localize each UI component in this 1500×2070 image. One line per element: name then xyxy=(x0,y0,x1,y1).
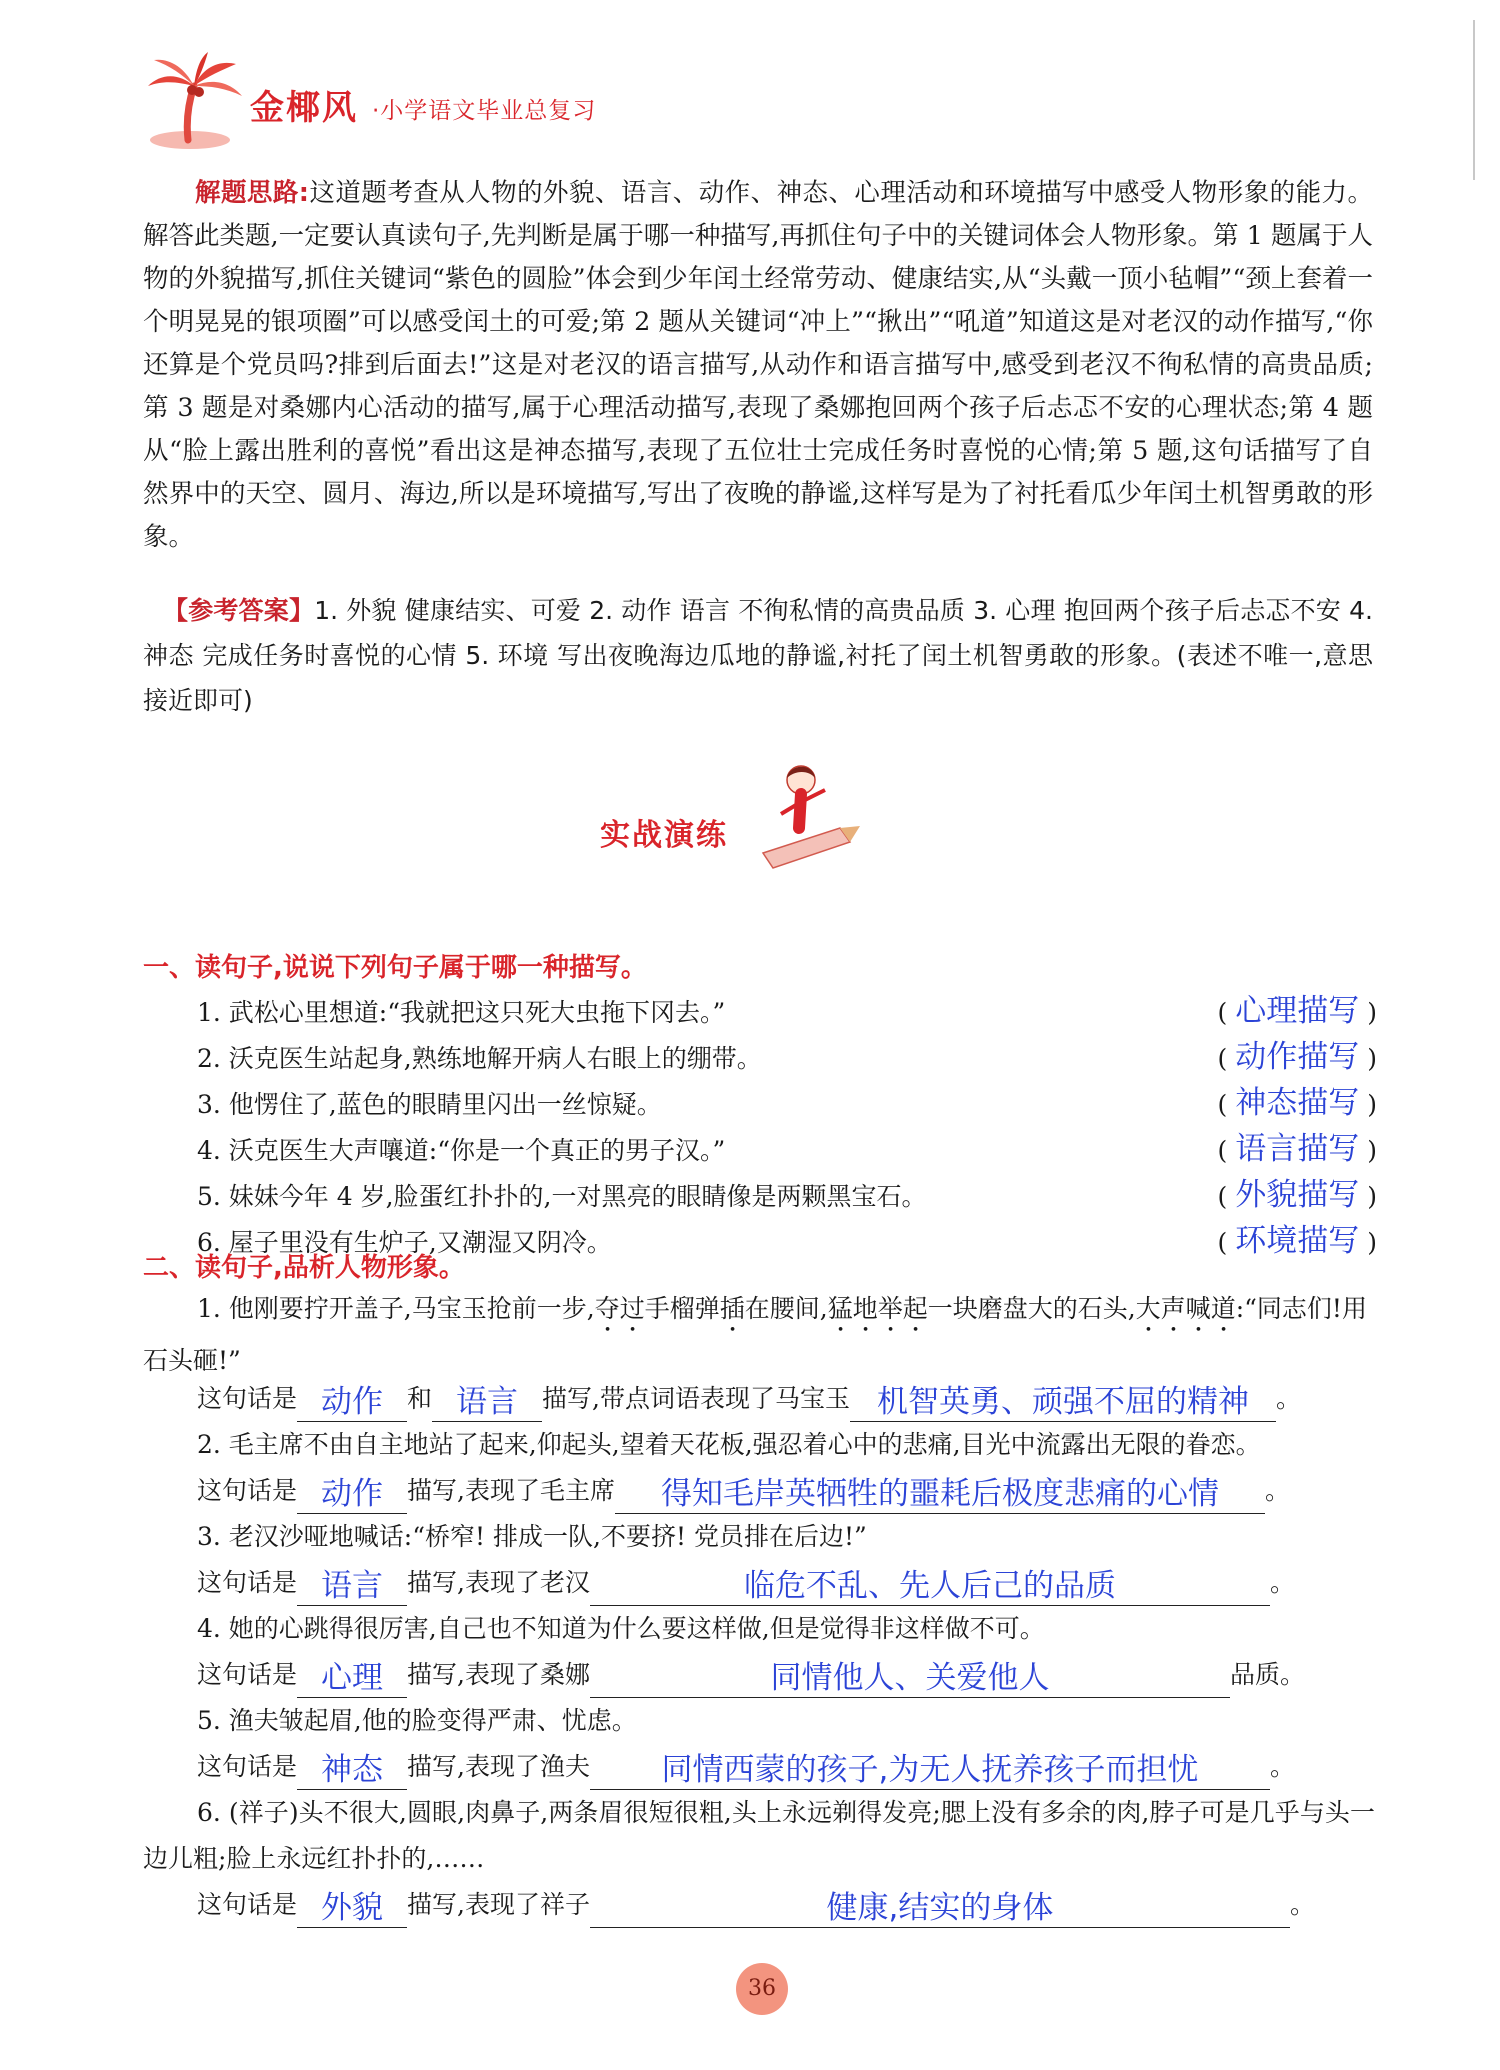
q1-dotted-word: 猛地举起 xyxy=(827,1294,928,1323)
answer-blank[interactable]: 临危不乱、先人后己的品质 xyxy=(590,1567,1270,1606)
reference-text: 1. 外貌 健康结实、可爱 2. 动作 语言 不徇私情的高贵品质 3. 心理 抱回两个孩子后忐忑不安 4. 神态 完成任务时喜悦的心情 5. 环境 写出夜晚海边瓜地的静谧,衬托了闰土机智勇敢的形象。(表述不唯一,意思接近即可) xyxy=(143,596,1373,715)
q5-sentence: 5. 渔夫皱起眉,他的脸变得严肃、忧虑。 xyxy=(197,1706,637,1735)
prompt-text: 。 xyxy=(1289,1890,1315,1919)
answer-blank[interactable]: 动作 xyxy=(297,1383,407,1422)
paren-close: ) xyxy=(1367,1228,1377,1257)
girl-on-pencil-icon xyxy=(755,758,865,883)
prompt-text: 描写,表现了毛主席 xyxy=(407,1476,615,1505)
paren-open: ( xyxy=(1217,1182,1228,1211)
paren-open: ( xyxy=(1217,1044,1228,1073)
q1-text-b: 手榴弹 xyxy=(644,1294,720,1323)
part1-heading: 一、读句子,说说下列句子属于哪一种描写。 xyxy=(143,953,647,983)
answer-slot xyxy=(1217,985,1377,1030)
answer-blank[interactable]: 健康,结实的身体 xyxy=(590,1889,1290,1928)
paren-open: ( xyxy=(1217,1228,1228,1257)
q5-answer-line xyxy=(197,1744,1295,1790)
answer-blank[interactable]: 同情西蒙的孩子,为无人抚养孩子而担忧 xyxy=(590,1751,1270,1790)
answer-blank[interactable]: 语言 xyxy=(432,1383,542,1422)
paren-open: ( xyxy=(1217,1136,1228,1165)
answer-text: 外貌描写 xyxy=(1235,1177,1360,1213)
prompt-text: 描写,带点词语表现了马宝玉 xyxy=(542,1384,850,1413)
brand-subtitle: ·小学语文毕业总复习 xyxy=(372,98,597,124)
reference-answer xyxy=(143,588,1373,723)
list-item xyxy=(197,1077,1377,1123)
item-text: 5. 妹妹今年 4 岁,脸蛋红扑扑的,一对黑亮的眼睛像是两颗黑宝石。 xyxy=(197,1182,927,1211)
prompt-text: 。 xyxy=(1269,1752,1295,1781)
item-text: 2. 沃克医生站起身,熟练地解开病人右眼上的绷带。 xyxy=(197,1044,762,1073)
paren-close: ) xyxy=(1367,998,1377,1027)
prompt-text: 描写,表现了桑娜 xyxy=(407,1660,590,1689)
item-text: 6. 屋子里没有生炉子,又潮湿又阴冷。 xyxy=(197,1228,612,1257)
prompt-text: 和 xyxy=(407,1384,433,1413)
answer-slot xyxy=(1217,1077,1377,1122)
q3-sentence: 3. 老汉沙哑地喊话:“桥窄! 排成一队,不要挤! 党员排在后边!” xyxy=(197,1522,867,1551)
margin-line xyxy=(1473,20,1475,180)
paren-close: ) xyxy=(1367,1044,1377,1073)
brand-name: 金椰风 xyxy=(250,88,358,128)
answer-blank[interactable]: 神态 xyxy=(297,1751,407,1790)
page-number: 36 xyxy=(736,1963,788,2015)
paren-open: ( xyxy=(1217,998,1228,1027)
list-item xyxy=(197,1169,1377,1215)
prompt-text: 描写,表现了祥子 xyxy=(407,1890,590,1919)
q4-sentence: 4. 她的心跳得很厉害,自己也不知道为什么要这样做,但是觉得非这样做不可。 xyxy=(197,1614,1045,1643)
q1-dotted-word: 插 xyxy=(719,1294,745,1323)
practice-title: 实战演练 xyxy=(600,818,728,853)
answer-blank[interactable]: 同情他人、关爱他人 xyxy=(590,1659,1230,1698)
q1-text-a: 1. 他刚要拧开盖子,马宝玉抢前一步, xyxy=(197,1294,595,1323)
prompt-text: 这句话是 xyxy=(197,1752,298,1781)
answer-blank[interactable]: 机智英勇、顽强不屈的精神 xyxy=(850,1383,1276,1422)
q6-answer-line xyxy=(197,1882,1315,1928)
q1-dotted-word: 夺过 xyxy=(594,1294,645,1323)
answer-blank[interactable]: 外貌 xyxy=(297,1889,407,1928)
answer-text: 心理描写 xyxy=(1235,993,1360,1029)
reference-label: 【参考答案】 xyxy=(163,596,315,625)
answer-text: 环境描写 xyxy=(1235,1223,1360,1259)
prompt-text: 。 xyxy=(1264,1476,1290,1505)
part2-heading: 二、读句子,品析人物形象。 xyxy=(143,1253,465,1283)
q1-answer-line xyxy=(197,1376,1301,1422)
item-text: 3. 他愣住了,蓝色的眼睛里闪出一丝惊疑。 xyxy=(197,1090,662,1119)
answer-blank[interactable]: 心理 xyxy=(297,1659,407,1698)
list-item xyxy=(197,1031,1377,1077)
prompt-text: 这句话是 xyxy=(197,1890,298,1919)
prompt-text: 描写,表现了渔夫 xyxy=(407,1752,590,1781)
paren-close: ) xyxy=(1367,1090,1377,1119)
analysis-paragraph xyxy=(143,172,1373,559)
q1-dotted-word: 道 xyxy=(1210,1294,1236,1323)
prompt-text: 品质。 xyxy=(1229,1660,1305,1689)
q1-text-c: 在腰间, xyxy=(744,1294,828,1323)
item-text: 1. 武松心里想道:“我就把这只死大虫拖下冈去。” xyxy=(197,998,726,1027)
q1-dotted-word: 大声喊 xyxy=(1135,1294,1211,1323)
q4-answer-line xyxy=(197,1652,1305,1698)
prompt-text: 这句话是 xyxy=(197,1476,298,1505)
answer-blank[interactable]: 得知毛岸英牺牲的噩耗后极度悲痛的心情 xyxy=(615,1475,1265,1514)
answer-text: 动作描写 xyxy=(1235,1039,1360,1075)
q1-text-e: :“同志们!用石头砸!” xyxy=(143,1294,1367,1375)
answer-text: 神态描写 xyxy=(1235,1085,1360,1121)
answer-blank[interactable]: 动作 xyxy=(297,1475,407,1514)
q1-text-d: 一块磨盘大的石头, xyxy=(927,1294,1136,1323)
answer-slot xyxy=(1217,1169,1377,1214)
analysis-text: 这道题考查从人物的外貌、语言、动作、神态、心理活动和环境描写中感受人物形象的能力。解答此类题,一定要认真读句子,先判断是属于哪一种描写,再抓住句子中的关键词体会人物形象。第 1 题属于人物的外貌描写,抓住关键词“紫色的圆脸”体会到少年闰土经常劳动、健康结实,从“头戴一顶小毡帽”“颈上套着一个明晃晃的银项圈”可以感受闰土的可爱;第 2 题从关键词“冲上”“揪出”“吼道”知道这是对老汉的动作描写,“你还算是个党员吗?排到后面去!”这是对老汉的语言描写,从动作和语言描写中,感受到老汉不徇私情的高贵品质;第 3 题是对桑娜内心活动的描写,属于心理活动描写,表现了桑娜抱回两个孩子后忐忑不安的心理状态;第 4 题从“脸上露出胜利的喜悦”看出这是神态描写,表现了五位壮士完成任务时喜悦的心情;第 5 题,这句话描写了自然界中的天空、圆月、海边,所以是环境描写,写出了夜晚的静谧,这样写是为了衬托看瓜少年闰土机智勇敢的形象。 xyxy=(143,178,1373,552)
prompt-text: 这句话是 xyxy=(197,1660,298,1689)
prompt-text: 这句话是 xyxy=(197,1384,298,1413)
palm-tree-logo-icon xyxy=(138,52,248,152)
paren-close: ) xyxy=(1367,1182,1377,1211)
item-text: 4. 沃克医生大声嚷道:“你是一个真正的男子汉。” xyxy=(197,1136,726,1165)
q3-answer-line xyxy=(197,1560,1295,1606)
q2-answer-line xyxy=(197,1468,1290,1514)
prompt-text: 。 xyxy=(1275,1384,1301,1413)
answer-slot xyxy=(1217,1123,1377,1168)
prompt-text: 描写,表现了老汉 xyxy=(407,1568,590,1597)
list-item xyxy=(197,985,1377,1031)
answer-blank[interactable]: 语言 xyxy=(297,1567,407,1606)
paren-open: ( xyxy=(1217,1090,1228,1119)
q1-sentence xyxy=(143,1286,1375,1384)
analysis-label: 解题思路: xyxy=(195,178,310,208)
prompt-text: 这句话是 xyxy=(197,1568,298,1597)
answer-text: 语言描写 xyxy=(1235,1131,1360,1167)
prompt-text: 。 xyxy=(1269,1568,1295,1597)
answer-slot xyxy=(1217,1215,1377,1260)
q2-sentence: 2. 毛主席不由自主地站了起来,仰起头,望着天花板,强忍着心中的悲痛,目光中流露出无限的眷恋。 xyxy=(197,1430,1261,1459)
paren-close: ) xyxy=(1367,1136,1377,1165)
q6-sentence: 6. (祥子)头不很大,圆眼,肉鼻子,两条眉很短很粗,头上永远剃得发亮;腮上没有多余的肉,脖子可是几乎与头一边儿粗;脸上永远红扑扑的,…… xyxy=(143,1798,1375,1873)
answer-slot xyxy=(1217,1031,1377,1076)
list-item xyxy=(197,1123,1377,1169)
